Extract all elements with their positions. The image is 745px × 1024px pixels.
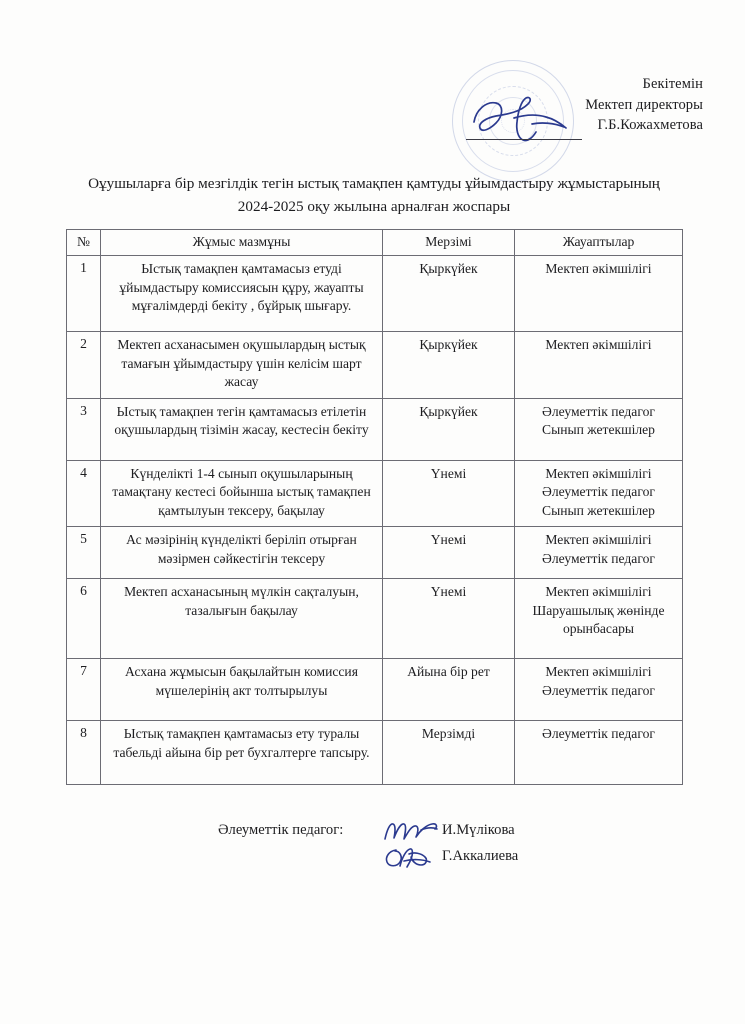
cell-work: Мектеп асханасының мүлкін сақталуын, тазалығын бақылау: [101, 579, 383, 659]
cell-responsible: Мектеп әкімшілігі: [515, 256, 683, 332]
cell-no: 6: [67, 579, 101, 659]
cell-work: Ыстық тамақпен қамтамасыз ету туралы табельді айына бір рет бухгалтерге тапсыру.: [101, 721, 383, 785]
signer-1-name: И.Мүлікова: [442, 822, 515, 839]
footer-signature-block: [218, 818, 518, 870]
director-signature-rule: [466, 139, 582, 140]
cell-term: Қыркүйек: [383, 332, 515, 398]
table-row: [67, 659, 683, 721]
cell-responsible: Әлеуметтік педагог Сынып жетекшілер: [515, 398, 683, 460]
cell-work: Ас мәзірінің күнделікті беріліп отырған мәзірмен сәйкестігін тексеру: [101, 527, 383, 579]
cell-responsible: Мектеп әкімшілігі Әлеуметтік педагог Сынып жетекшілер: [515, 460, 683, 526]
plan-table: [66, 229, 683, 785]
cell-no: 3: [67, 398, 101, 460]
cell-responsible: Мектеп әкімшілігі: [515, 332, 683, 398]
cell-no: 7: [67, 659, 101, 721]
cell-term: Қыркүйек: [383, 256, 515, 332]
social-teacher-label: Әлеуметтік педагог:: [218, 822, 344, 839]
table-row: [67, 398, 683, 460]
approval-line-2: Мектеп директоры: [585, 96, 703, 113]
cell-work: Күнделікті 1-4 сынып оқушыларының тамақтану кестесі бойынша ыстық тамақпен қамтылуын тексеру, бақылау: [101, 460, 383, 526]
table-row: [67, 721, 683, 785]
column-header-term: Мерзімі: [383, 230, 515, 256]
column-header-no: №: [67, 230, 101, 256]
signer-2-name: Г.Аккалиева: [442, 848, 519, 865]
page-title-line-1: Оұушыларға бір мезгілдік тегін ыстық тамақпен қамтуды ұйымдастыру: [88, 175, 554, 192]
cell-responsible: Мектеп әкімшілігі Шаруашылық жөнінде орынбасары: [515, 579, 683, 659]
approval-line-3: Г.Б.Кожахметова: [597, 117, 703, 134]
cell-work: Асхана жұмысын бақылайтын комиссия мүшелерінің акт толтырылуы: [101, 659, 383, 721]
cell-no: 8: [67, 721, 101, 785]
signature-mark: [380, 844, 442, 870]
signer-1-signature-icon: [380, 818, 442, 844]
cell-term: Мерзімді: [383, 721, 515, 785]
cell-no: 1: [67, 256, 101, 332]
cell-no: 4: [67, 460, 101, 526]
table-row: [67, 527, 683, 579]
cell-work: Ыстық тамақпен тегін қамтамасыз етілетін оқушылардың тізімін жасау, кестесін бекіту: [101, 398, 383, 460]
director-signature-icon: [470, 92, 588, 146]
signer-2-signature-icon: [380, 844, 442, 870]
cell-no: 5: [67, 527, 101, 579]
cell-responsible: Мектеп әкімшілігі Әлеуметтік педагог: [515, 659, 683, 721]
cell-term: Үнемі: [383, 579, 515, 659]
column-header-responsible: Жауаптылар: [515, 230, 683, 256]
table-header-row: [67, 230, 683, 256]
signature-row: [218, 844, 518, 870]
cell-term: Қыркүйек: [383, 398, 515, 460]
cell-responsible: Мектеп әкімшілігі Әлеуметтік педагог: [515, 527, 683, 579]
table-row: [67, 579, 683, 659]
cell-work: Мектеп асханасымен оқушылардың ыстық тамағын ұйымдастыру үшін келісім шарт жасау: [101, 332, 383, 398]
signature-mark: [380, 818, 442, 844]
cell-term: Айына бір рет: [383, 659, 515, 721]
table-row: [67, 256, 683, 332]
cell-work: Ыстық тамақпен қамтамасыз етуді ұйымдастыру комиссиясын құру, жауапты мұғалімдерді бекіту , бұйрық шығару.: [101, 256, 383, 332]
cell-no: 2: [67, 332, 101, 398]
table-row: [67, 332, 683, 398]
approval-line-1: Бекітемін: [642, 76, 703, 92]
signature-row: [218, 818, 518, 844]
cell-term: Үнемі: [383, 527, 515, 579]
page-title-line-2: жұмыстарының 2024-2025 оқу жылына арналған жоспары: [237, 175, 660, 216]
page-title: [70, 172, 678, 218]
cell-responsible: Әлеуметтік педагог: [515, 721, 683, 785]
column-header-work: Жұмыс мазмұны: [101, 230, 383, 256]
cell-term: Үнемі: [383, 460, 515, 526]
table-row: [67, 460, 683, 526]
approval-block: [585, 74, 703, 136]
